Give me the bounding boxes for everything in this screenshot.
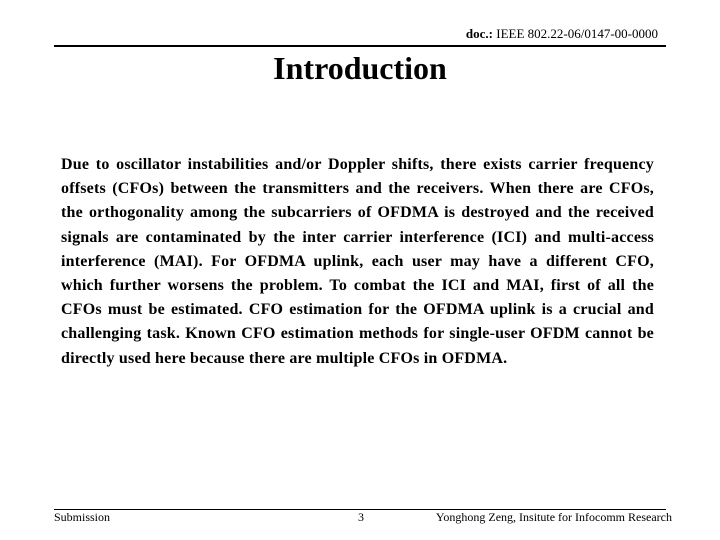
page-number: 3 [358, 510, 364, 524]
footer-submission-label: Submission [54, 510, 111, 524]
footer-author: Yonghong Zeng, Insitute for Infocomm Research [435, 510, 672, 524]
doc-label: doc.: [465, 26, 493, 41]
slide-body-text: Due to oscillator instabilities and/or Doppler shifts, there exists carrier frequency offsets (CFOs) between the transmitters and the receivers. When there are CFOs, the orthogonality among the subcarriers of OFDMA is destroyed and the received signals are contaminated by the inter carrier interference (ICI) and multi-access interference (MAI). For OFDMA uplink, each user may have a different CFO, which further worsens the problem. To combat the ICI and MAI, first of all the CFOs must be estimated. CFO estimation for the OFDMA uplink is a crucial and challenging task. Known CFO estimation methods for single-user OFDM cannot be directly used here because there are multiple CFOs in OFDMA. [61, 156, 654, 367]
doc-id: IEEE 802.22-06/0147-00-0000 [496, 26, 658, 41]
document-header [466, 26, 658, 42]
slide-title: Introduction [273, 50, 447, 86]
